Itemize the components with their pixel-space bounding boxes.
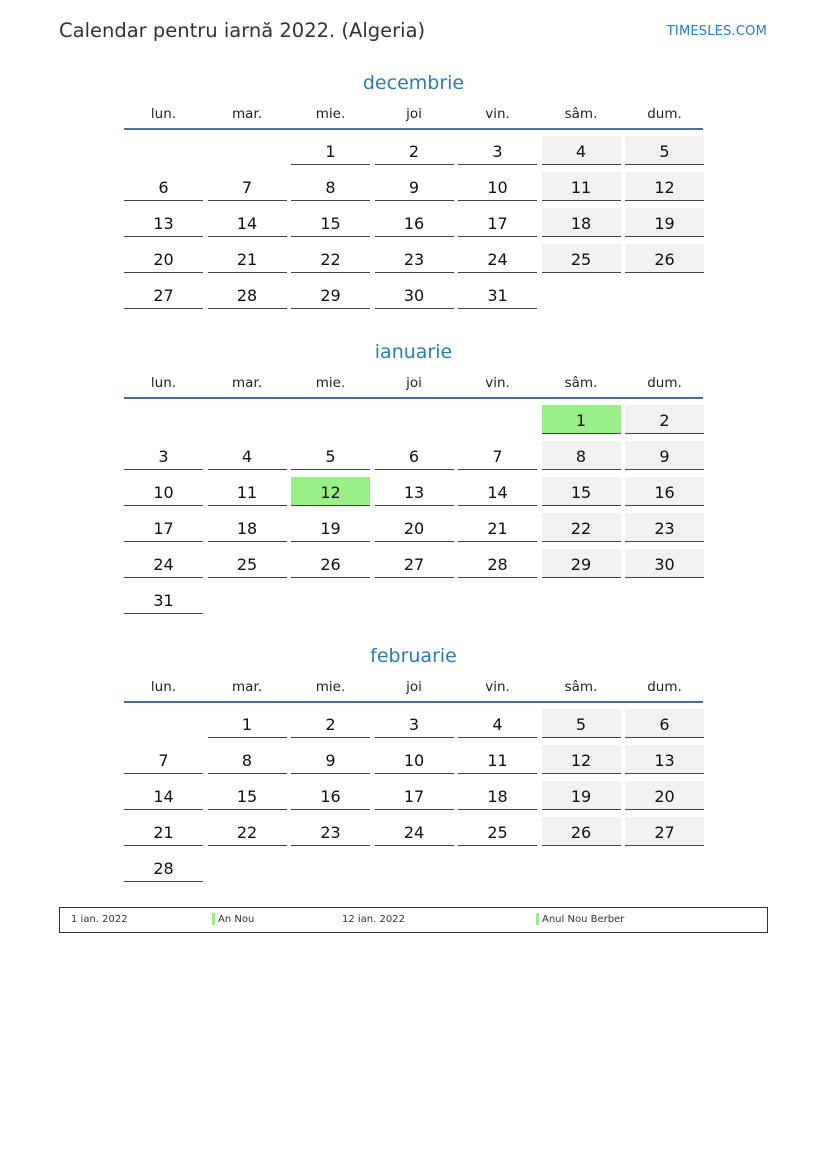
day-cell[interactable]: 15 (291, 208, 370, 237)
day-cell[interactable]: 10 (375, 745, 454, 774)
day-cell[interactable]: 7 (208, 172, 287, 201)
day-cell[interactable]: 14 (124, 781, 203, 810)
day-cell[interactable]: 11 (542, 172, 621, 201)
day-cell[interactable]: 12 (542, 745, 621, 774)
day-cell[interactable]: 4 (208, 441, 287, 470)
weekday-label: sâm. (564, 375, 598, 391)
day-cell[interactable]: 2 (291, 709, 370, 738)
day-cell[interactable]: 30 (375, 280, 454, 309)
day-cell[interactable]: 4 (542, 136, 621, 165)
day-cell[interactable]: 21 (458, 513, 537, 542)
weekday-label: lun. (150, 679, 177, 695)
day-cell[interactable]: 5 (291, 441, 370, 470)
day-cell[interactable]: 21 (208, 244, 287, 273)
day-grid (124, 399, 703, 621)
day-cell[interactable]: 19 (542, 781, 621, 810)
day-cell[interactable]: 10 (124, 477, 203, 506)
weekday-label: dum. (647, 679, 682, 695)
day-cell[interactable]: 28 (124, 853, 203, 882)
weekday-label: sâm. (564, 679, 598, 695)
day-cell[interactable]: 30 (625, 549, 704, 578)
day-cell[interactable]: 2 (625, 405, 704, 434)
day-cell[interactable]: 8 (291, 172, 370, 201)
day-cell[interactable]: 8 (542, 441, 621, 470)
legend-date: 12 ian. 2022 (342, 914, 405, 925)
legend-holiday-name: Anul Nou Berber (536, 908, 624, 931)
day-cell[interactable]: 24 (375, 817, 454, 846)
day-cell[interactable]: 17 (458, 208, 537, 237)
day-cell[interactable]: 20 (375, 513, 454, 542)
day-cell[interactable]: 18 (208, 513, 287, 542)
weekday-label: mie. (315, 106, 346, 122)
weekday-label: mie. (315, 375, 346, 391)
day-cell[interactable]: 26 (625, 244, 704, 273)
day-cell[interactable]: 14 (458, 477, 537, 506)
day-cell[interactable]: 19 (291, 513, 370, 542)
day-cell[interactable]: 5 (625, 136, 704, 165)
day-cell[interactable]: 3 (375, 709, 454, 738)
day-cell[interactable]: 16 (375, 208, 454, 237)
day-cell[interactable]: 10 (458, 172, 537, 201)
day-cell[interactable]: 23 (291, 817, 370, 846)
day-cell[interactable]: 29 (542, 549, 621, 578)
holiday-legend (59, 907, 768, 933)
day-cell[interactable]: 22 (542, 513, 621, 542)
month-name: decembrie (362, 72, 465, 94)
month-name: ianuarie (374, 341, 453, 363)
weekday-label: vin. (485, 679, 510, 695)
day-cell[interactable]: 6 (124, 172, 203, 201)
month-block (124, 643, 703, 889)
day-cell[interactable]: 25 (208, 549, 287, 578)
day-cell[interactable]: 17 (375, 781, 454, 810)
day-cell[interactable]: 9 (375, 172, 454, 201)
day-cell[interactable]: 6 (375, 441, 454, 470)
day-cell[interactable]: 12 (625, 172, 704, 201)
day-cell[interactable]: 27 (375, 549, 454, 578)
day-cell[interactable]: 18 (458, 781, 537, 810)
day-cell[interactable]: 11 (208, 477, 287, 506)
day-cell[interactable]: 11 (458, 745, 537, 774)
holiday-day-cell[interactable]: 12 (291, 477, 370, 506)
day-cell[interactable]: 23 (375, 244, 454, 273)
day-cell[interactable]: 8 (208, 745, 287, 774)
day-cell[interactable]: 14 (208, 208, 287, 237)
day-cell[interactable]: 22 (291, 244, 370, 273)
day-cell[interactable]: 15 (542, 477, 621, 506)
day-cell[interactable]: 25 (458, 817, 537, 846)
weekday-label: mar. (231, 679, 263, 695)
day-cell[interactable]: 23 (625, 513, 704, 542)
page-title: Calendar pentru iarnă 2022. (Algeria) (59, 19, 426, 42)
day-cell[interactable]: 21 (124, 817, 203, 846)
day-cell[interactable]: 13 (124, 208, 203, 237)
weekday-label: vin. (485, 375, 510, 391)
day-cell[interactable]: 16 (291, 781, 370, 810)
weekday-label: vin. (485, 106, 510, 122)
day-cell[interactable]: 24 (124, 549, 203, 578)
day-cell[interactable]: 31 (124, 585, 203, 614)
day-cell[interactable]: 6 (625, 709, 704, 738)
month-block (124, 70, 703, 316)
day-cell[interactable]: 3 (124, 441, 203, 470)
day-cell[interactable]: 2 (375, 136, 454, 165)
day-cell[interactable]: 28 (458, 549, 537, 578)
weekday-label: dum. (647, 375, 682, 391)
weekday-label: sâm. (564, 106, 598, 122)
day-cell[interactable]: 27 (124, 280, 203, 309)
day-cell[interactable]: 1 (291, 136, 370, 165)
day-cell[interactable]: 7 (458, 441, 537, 470)
day-cell[interactable]: 26 (291, 549, 370, 578)
day-cell[interactable]: 22 (208, 817, 287, 846)
day-cell[interactable]: 15 (208, 781, 287, 810)
day-cell[interactable]: 5 (542, 709, 621, 738)
month-block (124, 339, 703, 621)
weekday-label: mar. (231, 375, 263, 391)
day-cell[interactable]: 17 (124, 513, 203, 542)
day-cell[interactable]: 4 (458, 709, 537, 738)
weekday-label: lun. (150, 106, 177, 122)
weekday-label: dum. (647, 106, 682, 122)
weekday-header (124, 673, 703, 701)
day-grid (124, 130, 703, 316)
weekday-header (124, 100, 703, 128)
legend-date: 1 ian. 2022 (71, 914, 128, 925)
day-grid (124, 703, 703, 889)
day-cell[interactable]: 20 (124, 244, 203, 273)
day-cell[interactable]: 31 (458, 280, 537, 309)
day-cell[interactable]: 16 (625, 477, 704, 506)
day-cell[interactable]: 13 (625, 745, 704, 774)
weekday-label: lun. (150, 375, 177, 391)
day-cell[interactable]: 28 (208, 280, 287, 309)
day-cell[interactable]: 18 (542, 208, 621, 237)
weekday-label: joi (406, 106, 422, 122)
day-cell[interactable]: 24 (458, 244, 537, 273)
day-cell[interactable]: 13 (375, 477, 454, 506)
day-cell[interactable]: 27 (625, 817, 704, 846)
weekday-label: joi (406, 375, 422, 391)
day-cell[interactable]: 9 (625, 441, 704, 470)
legend-holiday-name: An Nou (212, 908, 254, 931)
day-cell[interactable]: 1 (208, 709, 287, 738)
holiday-day-cell[interactable]: 1 (542, 405, 621, 434)
day-cell[interactable]: 19 (625, 208, 704, 237)
weekday-label: joi (406, 679, 422, 695)
day-cell[interactable]: 29 (291, 280, 370, 309)
day-cell[interactable]: 9 (291, 745, 370, 774)
day-cell[interactable]: 7 (124, 745, 203, 774)
weekday-label: mie. (315, 679, 346, 695)
weekday-header (124, 369, 703, 397)
day-cell[interactable]: 26 (542, 817, 621, 846)
day-cell[interactable]: 3 (458, 136, 537, 165)
weekday-label: mar. (231, 106, 263, 122)
month-name: februarie (370, 645, 457, 667)
day-cell[interactable]: 20 (625, 781, 704, 810)
brand-link[interactable]: TIMESLES.COM (666, 24, 767, 39)
day-cell[interactable]: 25 (542, 244, 621, 273)
